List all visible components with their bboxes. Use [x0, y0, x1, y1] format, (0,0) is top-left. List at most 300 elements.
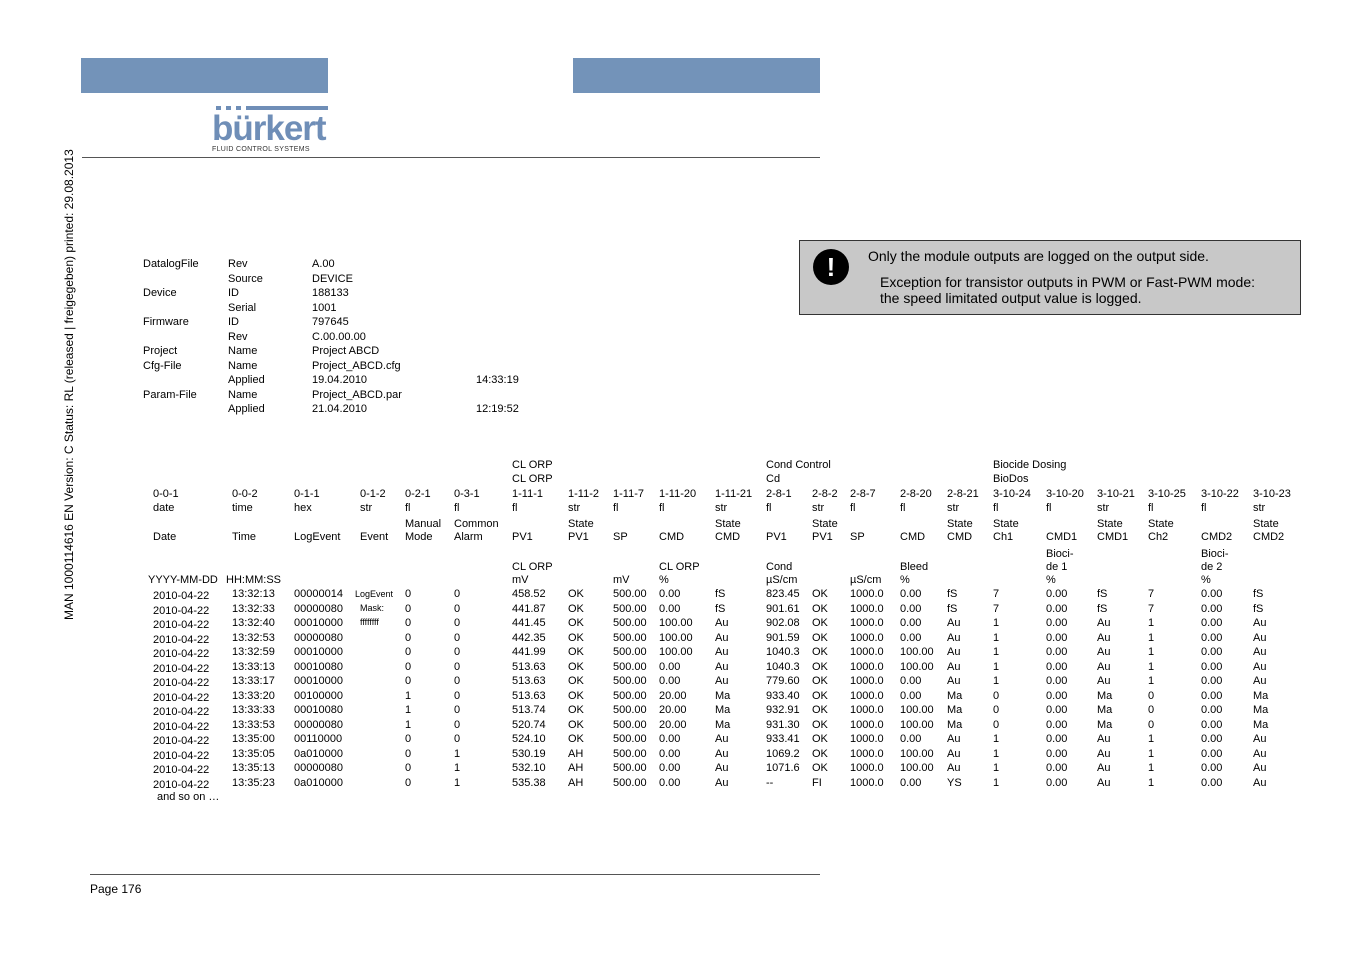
table-cell: Ma — [715, 718, 731, 731]
table-cell: 00110000 — [294, 733, 343, 745]
table-cell: 535.38 — [512, 776, 546, 789]
table-cell: Au — [1253, 747, 1267, 760]
column-name: Alarm — [454, 531, 483, 543]
table-cell: OK — [812, 733, 828, 745]
table-cell: 0.00 — [1201, 602, 1223, 615]
column-type: str — [568, 502, 581, 514]
table-cell: fS — [1253, 602, 1264, 615]
column-name: State — [715, 518, 741, 530]
meta-cell: 1001 — [312, 301, 337, 314]
table-cell: OK — [812, 646, 828, 658]
table-cell: 0 — [454, 704, 461, 716]
meta-cell: 21.04.2010 — [312, 403, 368, 415]
meta-cell: Applied — [228, 374, 265, 386]
table-cell: 933.41 — [766, 733, 800, 745]
table-cell: 100.00 — [659, 617, 693, 629]
table-cell: 1 — [993, 776, 1000, 789]
column-id: 1-11-2 — [568, 488, 599, 500]
table-cell: YS — [947, 776, 962, 789]
table-cell: Ma — [1097, 689, 1113, 702]
table-cell: Au — [947, 631, 961, 644]
table-cell: 1040.3 — [766, 646, 800, 658]
table-cell: Au — [1097, 733, 1111, 745]
table-cell: 2010-04-22 — [153, 633, 210, 646]
table-cell: 0.00 — [659, 660, 681, 673]
meta-cell: Rev — [228, 330, 248, 343]
table-cell: OK — [568, 733, 584, 745]
table-cell: 0.00 — [900, 675, 922, 687]
column-name: PV1 — [512, 531, 533, 543]
table-cell: 2010-04-22 — [153, 691, 210, 704]
table-cell: 0.00 — [1046, 675, 1068, 687]
table-cell: OK — [568, 689, 584, 702]
table-cell: 0 — [454, 660, 461, 673]
table-cell: Au — [715, 660, 729, 673]
table-cell: 0 — [405, 602, 412, 615]
table-cell: 901.61 — [766, 602, 800, 615]
table-cell: 2010-04-22 — [153, 662, 210, 675]
table-cell: 0a010000 — [294, 776, 343, 789]
table-cell: 00100000 — [294, 689, 343, 702]
column-type: fl — [993, 502, 999, 514]
table-cell: OK — [568, 704, 584, 716]
table-cell: 1 — [1148, 762, 1155, 774]
column-id: 3-10-25 — [1148, 488, 1186, 500]
table-cell: 931.30 — [766, 718, 800, 731]
group-header: CL ORP — [512, 473, 553, 485]
column-type: hex — [294, 502, 312, 514]
column-unit: CL ORP — [659, 561, 700, 573]
table-cell: 100.00 — [659, 646, 693, 658]
event-note: Mask: — [360, 603, 385, 613]
table-cell: 0 — [405, 631, 412, 644]
table-cell: 0.00 — [1201, 617, 1223, 629]
table-cell: 100.00 — [900, 762, 934, 774]
table-cell: 0.00 — [1046, 747, 1068, 760]
group-header: BioDos — [993, 473, 1029, 485]
column-id: 1-11-7 — [613, 488, 644, 500]
table-cell: 13:33:33 — [232, 704, 275, 716]
table-cell: 1000.0 — [850, 704, 884, 716]
table-cell: 0.00 — [900, 776, 922, 789]
table-cell: 13:32:13 — [232, 588, 275, 600]
column-name: LogEvent — [294, 531, 341, 543]
table-cell: 823.45 — [766, 588, 800, 600]
table-cell: Au — [715, 747, 729, 760]
table-cell: Au — [1097, 747, 1111, 760]
table-cell: 2010-04-22 — [153, 764, 210, 776]
header-bar-right — [573, 58, 820, 93]
table-cell: 13:35:00 — [232, 733, 275, 745]
table-cell: 00010000 — [294, 675, 343, 687]
table-cell: 00010000 — [294, 646, 343, 658]
table-cell: 1 — [1148, 646, 1155, 658]
table-cell: fS — [947, 588, 958, 600]
table-cell: Ma — [1253, 689, 1269, 702]
column-id: 0-1-2 — [360, 488, 386, 500]
table-cell: 1 — [993, 733, 1000, 745]
table-cell: Ma — [715, 689, 731, 702]
table-cell: 0 — [405, 617, 412, 629]
table-cell: 13:33:20 — [232, 689, 275, 702]
column-name: Time — [232, 531, 257, 543]
table-cell: 0 — [405, 776, 412, 789]
column-id: 3-10-21 — [1097, 488, 1135, 500]
table-cell: 0.00 — [900, 588, 922, 600]
table-cell: 1000.0 — [850, 646, 884, 658]
table-cell: 500.00 — [613, 617, 647, 629]
table-cell: 0.00 — [1046, 733, 1068, 745]
table-cell: 1 — [405, 704, 412, 716]
table-cell: 513.74 — [512, 704, 546, 716]
header-rule — [82, 157, 820, 158]
meta-cell: Name — [228, 359, 258, 372]
table-cell: 441.45 — [512, 617, 546, 629]
meta-cell: Firmware — [143, 316, 189, 328]
logo-wordmark: bürkert — [212, 109, 326, 148]
column-type: fl — [659, 502, 665, 514]
table-cell: 0.00 — [659, 588, 681, 600]
table-cell: 901.59 — [766, 631, 800, 644]
meta-cell: Project_ABCD.par — [312, 388, 402, 401]
table-cell: Au — [1253, 646, 1267, 658]
column-name: State — [1148, 518, 1174, 530]
table-cell: Ma — [1097, 718, 1113, 731]
table-cell: 524.10 — [512, 733, 546, 745]
column-unit: Bioci- — [1201, 548, 1229, 560]
table-cell: 1 — [1148, 660, 1155, 673]
column-name: Common — [454, 518, 499, 530]
column-type: str — [715, 502, 728, 514]
table-cell: 500.00 — [613, 747, 647, 760]
column-unit: CL ORP — [512, 561, 553, 573]
table-cell: 2010-04-22 — [153, 604, 210, 617]
table-cell: 520.74 — [512, 718, 546, 731]
table-cell: OK — [568, 631, 584, 644]
table-cell: Au — [947, 762, 961, 774]
table-cell: 0.00 — [1201, 646, 1223, 658]
table-cell: Au — [1097, 646, 1111, 658]
table-cell: Au — [1253, 776, 1267, 789]
table-cell: 933.40 — [766, 689, 800, 702]
column-id: 1-11-20 — [659, 488, 697, 500]
table-cell: 1 — [993, 660, 1000, 673]
table-cell: 1000.0 — [850, 631, 884, 644]
note-line-3: the speed limitated output value is logged. — [880, 290, 1142, 306]
table-cell: Au — [1253, 675, 1267, 687]
table-cell: OK — [568, 602, 584, 615]
table-cell: 7 — [1148, 588, 1155, 600]
column-name: SP — [613, 531, 628, 543]
table-cell: 0 — [454, 588, 461, 600]
table-cell: Au — [947, 660, 961, 673]
table-cell: 0.00 — [900, 602, 922, 615]
group-header: Cond Control — [766, 459, 831, 471]
table-cell: 13:32:33 — [232, 602, 275, 615]
table-cell: 932.91 — [766, 704, 800, 716]
column-id: 2-8-2 — [812, 488, 838, 500]
column-name: State — [568, 518, 594, 530]
column-type: str — [1253, 502, 1266, 514]
table-cell: 513.63 — [512, 689, 546, 702]
meta-cell: Source — [228, 272, 263, 285]
table-cell: 1000.0 — [850, 747, 884, 760]
table-cell: Ma — [1097, 704, 1113, 716]
table-cell: 100.00 — [900, 660, 934, 673]
column-name: Manual — [405, 518, 442, 530]
table-cell: 0.00 — [1201, 675, 1223, 687]
table-cell: 500.00 — [613, 762, 647, 774]
table-cell: Ma — [947, 689, 963, 702]
table-cell: 0.00 — [1201, 689, 1223, 702]
table-cell: OK — [812, 617, 828, 629]
meta-cell: A.00 — [312, 258, 335, 270]
table-cell: Au — [715, 631, 729, 644]
column-unit: µS/cm — [766, 574, 798, 586]
table-cell: 500.00 — [613, 733, 647, 745]
column-name: PV1 — [766, 531, 787, 543]
table-cell: 0 — [454, 617, 461, 629]
table-cell: 2010-04-22 — [153, 735, 210, 747]
table-cell: OK — [568, 675, 584, 687]
table-cell: 0 — [405, 762, 412, 774]
table-cell: 0.00 — [1046, 718, 1068, 731]
column-name: Ch1 — [993, 531, 1014, 543]
column-id: 0-2-1 — [405, 488, 431, 500]
column-id: 3-10-24 — [993, 488, 1031, 500]
table-cell: OK — [812, 689, 828, 702]
table-cell: 1 — [993, 675, 1000, 687]
table-cell: Au — [947, 646, 961, 658]
table-cell: Au — [715, 617, 729, 629]
table-cell: 1 — [1148, 733, 1155, 745]
table-cell: Au — [715, 675, 729, 687]
meta-cell: Name — [228, 388, 258, 401]
column-id: 0-0-1 — [153, 488, 179, 500]
column-name: CMD2 — [1253, 531, 1285, 543]
table-cell: 100.00 — [900, 718, 934, 731]
column-type: fl — [850, 502, 856, 514]
column-unit: de 1 — [1046, 561, 1068, 573]
table-cell: FI — [812, 776, 822, 789]
table-cell: 20.00 — [659, 718, 687, 731]
column-name: CMD2 — [1201, 531, 1233, 543]
table-cell: 532.10 — [512, 762, 546, 774]
group-header: Cd — [766, 473, 781, 485]
table-cell: 0.00 — [1046, 588, 1068, 600]
column-type: fl — [613, 502, 619, 514]
table-cell: 513.63 — [512, 660, 546, 673]
table-cell: Au — [715, 762, 729, 774]
column-type: fl — [1046, 502, 1052, 514]
table-cell: 0a010000 — [294, 747, 343, 760]
meta-cell: DatalogFile — [143, 258, 199, 270]
table-cell: 2010-04-22 — [153, 590, 210, 602]
table-cell: 0.00 — [1201, 631, 1223, 644]
table-cell: OK — [812, 718, 828, 731]
column-type: fl — [900, 502, 906, 514]
table-cell: 2010-04-22 — [153, 778, 210, 791]
table-cell: fS — [1097, 602, 1108, 615]
table-cell: 0.00 — [1046, 631, 1068, 644]
table-cell: 0.00 — [1201, 762, 1223, 774]
column-name: CMD — [900, 531, 926, 543]
table-cell: 0.00 — [659, 733, 681, 745]
table-cell: 0 — [454, 689, 461, 702]
meta-cell: 188133 — [312, 287, 349, 299]
table-cell: fS — [1097, 588, 1108, 600]
table-cell: 1 — [1148, 675, 1155, 687]
table-cell: 0 — [1148, 718, 1155, 731]
column-unit: mV — [512, 574, 529, 586]
table-cell: fS — [947, 602, 958, 615]
table-cell: 500.00 — [613, 588, 647, 600]
table-cell: 500.00 — [613, 776, 647, 789]
table-cell: OK — [812, 588, 828, 600]
table-cell: 1 — [1148, 747, 1155, 760]
table-cell: 00000014 — [294, 588, 343, 600]
table-cell: 00010080 — [294, 660, 343, 673]
table-cell: 13:33:53 — [232, 718, 275, 731]
meta-cell: Project — [143, 345, 178, 357]
column-name: State — [993, 518, 1019, 530]
column-id: 1-11-1 — [512, 488, 543, 500]
table-cell: 2010-04-22 — [153, 619, 210, 631]
table-trailer: and so on … — [157, 791, 220, 803]
table-cell: OK — [812, 660, 828, 673]
table-cell: 1000.0 — [850, 776, 884, 789]
note-line-2: Exception for transistor outputs in PWM or Fast-PWM mode: — [880, 274, 1256, 290]
table-cell: Au — [1253, 733, 1267, 745]
meta-cell: 797645 — [312, 316, 349, 328]
table-cell: 100.00 — [659, 631, 693, 644]
table-cell: 500.00 — [613, 660, 647, 673]
table-cell: 1000.0 — [850, 675, 884, 687]
column-unit: Cond — [766, 561, 793, 573]
table-cell: 13:32:40 — [232, 617, 275, 629]
table-cell: 1 — [454, 776, 461, 789]
table-cell: Au — [1253, 660, 1267, 673]
logo-subtitle: FLUID CONTROL SYSTEMS — [212, 146, 310, 153]
table-cell: 00000080 — [294, 631, 343, 644]
table-cell: 441.87 — [512, 602, 546, 615]
table-cell: 0.00 — [1201, 733, 1223, 745]
column-id: 2-8-21 — [947, 488, 979, 500]
table-cell: 0 — [1148, 704, 1155, 716]
table-cell: Au — [947, 733, 961, 745]
table-cell: Au — [947, 747, 961, 760]
table-cell: 500.00 — [613, 602, 647, 615]
column-id: 2-8-20 — [900, 488, 932, 500]
table-cell: OK — [812, 675, 828, 687]
table-cell: 1040.3 — [766, 660, 800, 673]
column-id: 0-0-2 — [232, 488, 258, 500]
table-cell: 1 — [993, 747, 1000, 760]
column-type: str — [1097, 502, 1110, 514]
column-unit: de 2 — [1201, 561, 1223, 573]
table-cell: 458.52 — [512, 588, 546, 600]
table-cell: 00000080 — [294, 718, 343, 731]
column-id: 2-8-1 — [766, 488, 792, 500]
table-cell: 0 — [454, 602, 461, 615]
footer-rule — [90, 874, 820, 875]
table-cell: 1000.0 — [850, 733, 884, 745]
table-cell: 0 — [405, 588, 412, 600]
column-id: 3-10-22 — [1201, 488, 1239, 500]
column-name: CMD — [715, 531, 741, 543]
column-name: SP — [850, 531, 865, 543]
table-cell: 0.00 — [1046, 776, 1068, 789]
page-number: Page 176 — [90, 882, 142, 896]
table-cell: 00010000 — [294, 617, 343, 629]
table-cell: AH — [568, 762, 584, 774]
table-cell: 2010-04-22 — [153, 720, 210, 733]
column-unit: HH:MM:SS — [226, 574, 281, 586]
table-cell: 0.00 — [900, 631, 922, 644]
table-cell: Au — [1253, 762, 1267, 774]
column-name: State — [812, 518, 838, 530]
column-id: 0-3-1 — [454, 488, 480, 500]
table-cell: Ma — [1253, 704, 1269, 716]
column-id: 1-11-21 — [715, 488, 753, 500]
table-cell: 2010-04-22 — [153, 749, 210, 762]
column-name: State — [1097, 518, 1123, 530]
column-id: 3-10-20 — [1046, 488, 1084, 500]
column-name: PV1 — [812, 531, 833, 543]
table-cell: 13:35:13 — [232, 762, 275, 774]
table-cell: 7 — [993, 588, 1000, 600]
column-unit: YYYY-MM-DD — [148, 574, 218, 586]
column-unit: Bleed — [900, 561, 929, 573]
table-cell: 13:33:13 — [232, 660, 275, 673]
column-name: Mode — [405, 531, 433, 543]
table-cell: OK — [568, 660, 584, 673]
column-name: State — [947, 518, 973, 530]
column-unit: % — [1201, 574, 1211, 586]
column-unit: % — [659, 574, 669, 586]
table-cell: 0.00 — [659, 747, 681, 760]
table-cell: 0 — [405, 675, 412, 687]
column-type: date — [153, 502, 175, 514]
table-cell: 0 — [405, 660, 412, 673]
table-cell: 13:33:17 — [232, 675, 275, 687]
table-cell: 100.00 — [900, 747, 934, 760]
table-cell: Au — [1253, 631, 1267, 644]
table-cell: OK — [812, 704, 828, 716]
table-cell: Au — [715, 646, 729, 658]
table-cell: OK — [812, 762, 828, 774]
table-cell: fS — [1253, 588, 1264, 600]
table-cell: AH — [568, 776, 584, 789]
table-cell: 0.00 — [1046, 762, 1068, 774]
table-cell: 0.00 — [1201, 704, 1223, 716]
table-cell: Au — [715, 733, 729, 745]
table-cell: 1 — [1148, 631, 1155, 644]
table-cell: 513.63 — [512, 675, 546, 687]
table-cell: 779.60 — [766, 675, 800, 687]
column-id: 3-10-23 — [1253, 488, 1291, 500]
table-cell: 0.00 — [1201, 588, 1223, 600]
table-cell: 0.00 — [1201, 660, 1223, 673]
table-cell: 500.00 — [613, 646, 647, 658]
column-unit: % — [1046, 574, 1056, 586]
table-cell: Ma — [947, 704, 963, 716]
column-name: CMD1 — [1097, 531, 1129, 543]
column-type: time — [232, 502, 253, 514]
table-cell: 2010-04-22 — [153, 648, 210, 660]
table-cell: 0 — [405, 646, 412, 658]
meta-cell: Serial — [228, 301, 257, 314]
